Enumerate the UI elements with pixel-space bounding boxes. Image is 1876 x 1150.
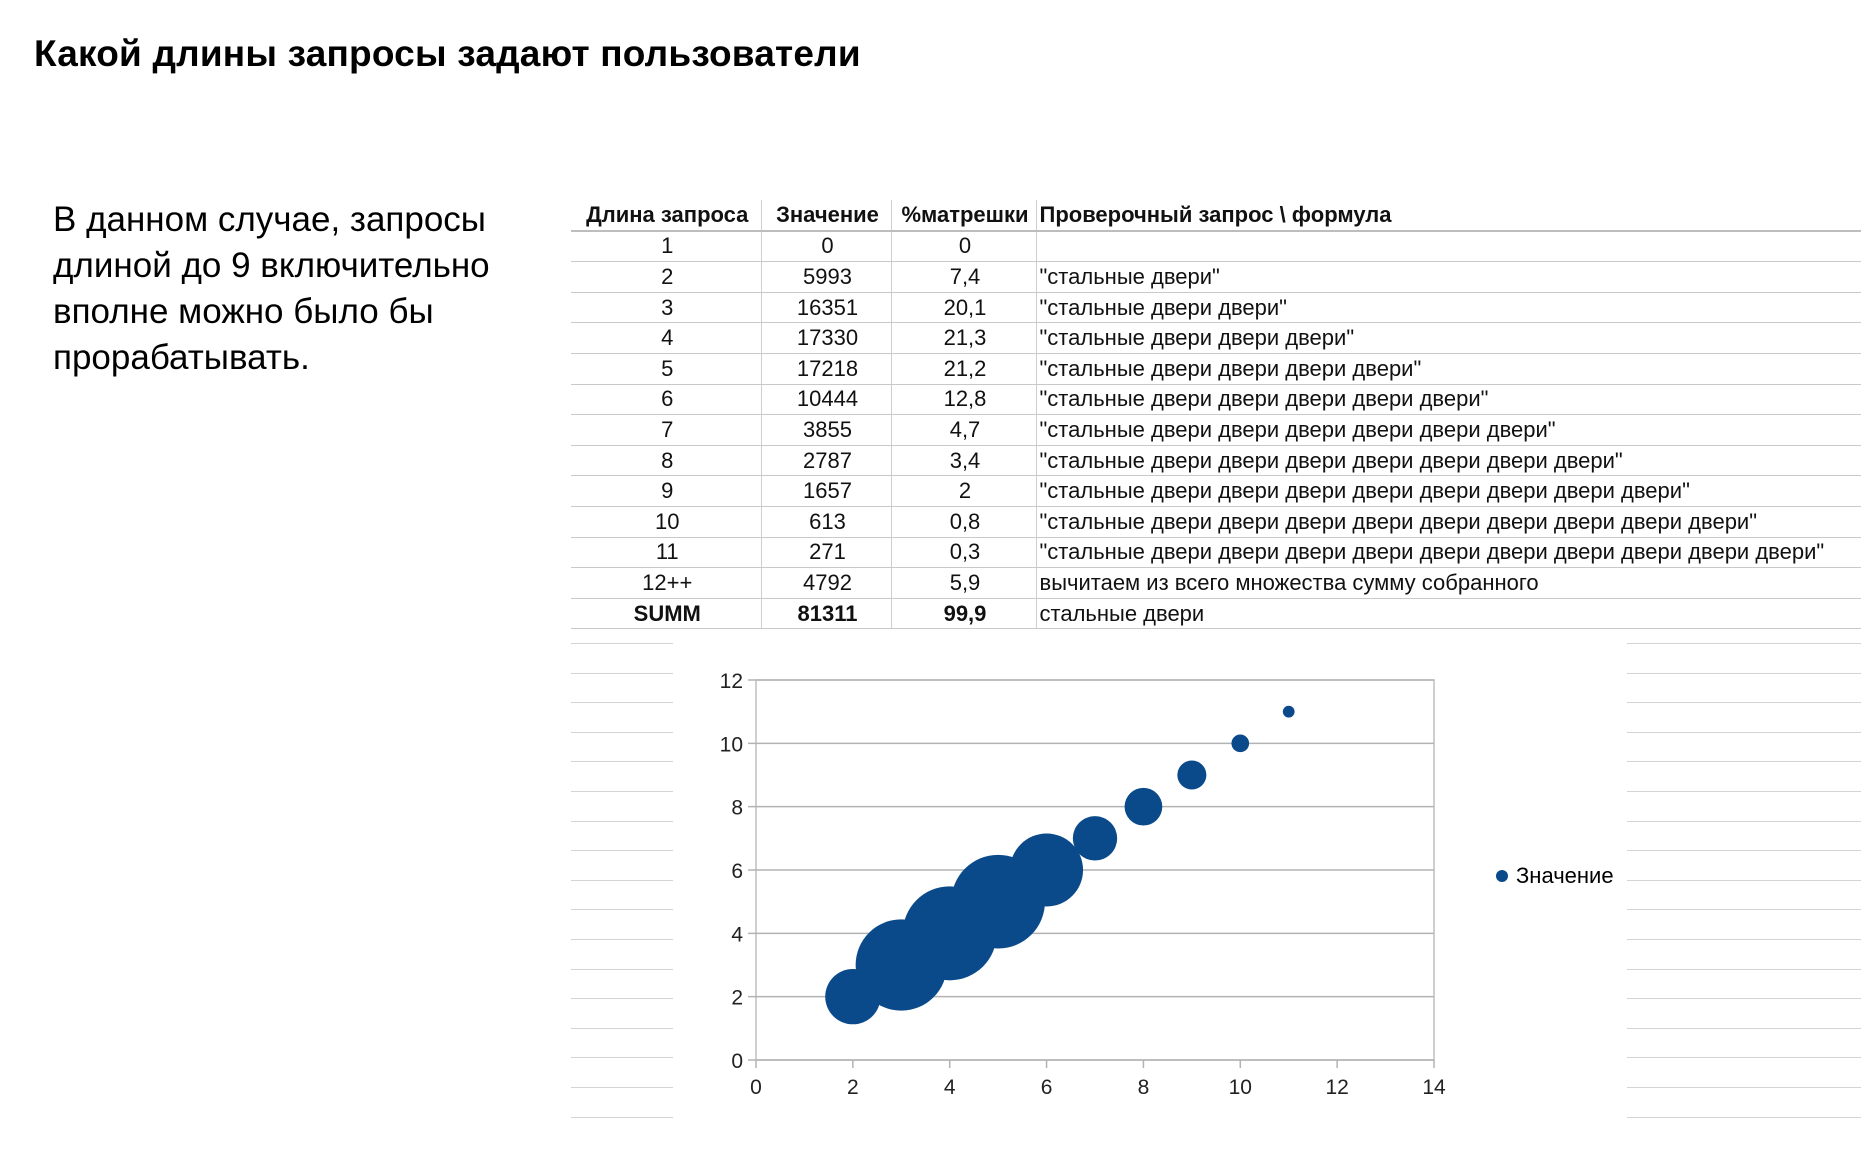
sheet-gridline xyxy=(1627,643,1861,644)
table-row xyxy=(571,568,1861,599)
x-tick-label: 12 xyxy=(1325,1076,1349,1099)
bubble-point xyxy=(1073,816,1117,860)
header-query-length: Длина запроса xyxy=(571,200,761,231)
cell-check-query: "стальные двери" xyxy=(1036,262,1861,293)
cell-check-query: вычитаем из всего множества сумму собранного xyxy=(1036,568,1861,599)
cell-check-query: "стальные двери двери двери двери двери двери двери двери двери" xyxy=(1036,506,1861,537)
cell-check-query: "стальные двери двери двери двери двери двери двери двери" xyxy=(1036,476,1861,507)
x-tick-label: 6 xyxy=(1040,1076,1053,1099)
bubble-point xyxy=(1010,834,1083,907)
cell-percent: 20,1 xyxy=(891,292,1036,323)
cell-percent: 12,8 xyxy=(891,384,1036,415)
cell-value: 10444 xyxy=(761,384,891,415)
cell-percent: 4,7 xyxy=(891,415,1036,446)
cell-percent: 0 xyxy=(891,231,1036,262)
table-row xyxy=(571,353,1861,384)
data-table-area xyxy=(571,200,1861,629)
sheet-gridline xyxy=(571,643,673,644)
y-tick-label: 6 xyxy=(731,860,743,883)
cell-check-query: "стальные двери двери" xyxy=(1036,292,1861,323)
y-tick-label: 8 xyxy=(731,796,743,820)
cell-value: 1657 xyxy=(761,476,891,507)
table-row xyxy=(571,506,1861,537)
x-tick-label: 14 xyxy=(1422,1076,1446,1099)
x-tick-label: 8 xyxy=(1137,1076,1150,1099)
cell-value: 16351 xyxy=(761,292,891,323)
cell-value: 0 xyxy=(761,231,891,262)
cell-percent: 21,2 xyxy=(891,353,1036,384)
y-tick-label: 10 xyxy=(719,733,743,757)
header-value: Значение xyxy=(761,200,891,231)
table-body xyxy=(571,231,1861,629)
chart-svg xyxy=(571,650,1861,1110)
table-row xyxy=(571,476,1861,507)
cell-check-query: "стальные двери двери двери двери двери двери двери" xyxy=(1036,445,1861,476)
cell-check-query: "стальные двери двери двери двери двери двери двери двери двери двери" xyxy=(1036,537,1861,568)
cell-percent: 21,3 xyxy=(891,323,1036,354)
cell-query-length: 9 xyxy=(571,476,761,507)
cell-query-length: 11 xyxy=(571,537,761,568)
cell-query-length: SUMM xyxy=(571,598,761,629)
bubble-point xyxy=(1283,706,1295,718)
cell-query-length: 4 xyxy=(571,323,761,354)
table-row xyxy=(571,231,1861,262)
cell-check-query xyxy=(1036,231,1861,262)
cell-value: 4792 xyxy=(761,568,891,599)
table-row xyxy=(571,292,1861,323)
cell-check-query: "стальные двери двери двери двери двери" xyxy=(1036,384,1861,415)
table-sum-row xyxy=(571,598,1861,629)
table-row xyxy=(571,415,1861,446)
cell-percent: 0,8 xyxy=(891,506,1036,537)
table-row xyxy=(571,384,1861,415)
table-header-row xyxy=(571,200,1861,231)
table-row xyxy=(571,537,1861,568)
sheet-gridline xyxy=(571,1117,673,1118)
cell-query-length: 6 xyxy=(571,384,761,415)
cell-percent: 3,4 xyxy=(891,445,1036,476)
cell-percent: 99,9 xyxy=(891,598,1036,629)
y-tick-label: 12 xyxy=(719,670,743,693)
bubble-point xyxy=(1177,760,1206,789)
cell-query-length: 5 xyxy=(571,353,761,384)
cell-value: 5993 xyxy=(761,262,891,293)
cell-query-length: 8 xyxy=(571,445,761,476)
cell-query-length: 7 xyxy=(571,415,761,446)
cell-check-query: "стальные двери двери двери" xyxy=(1036,323,1861,354)
cell-percent: 7,4 xyxy=(891,262,1036,293)
legend-label: Значение xyxy=(1516,863,1614,888)
table-row xyxy=(571,445,1861,476)
cell-value: 271 xyxy=(761,537,891,568)
header-percent: %матрешки xyxy=(891,200,1036,231)
y-tick-label: 0 xyxy=(731,1050,743,1073)
cell-value: 613 xyxy=(761,506,891,537)
cell-query-length: 1 xyxy=(571,231,761,262)
cell-check-query: стальные двери xyxy=(1036,598,1861,629)
cell-value: 17330 xyxy=(761,323,891,354)
cell-percent: 0,3 xyxy=(891,537,1036,568)
x-tick-label: 4 xyxy=(943,1076,956,1099)
cell-value: 81311 xyxy=(761,598,891,629)
commentary-text: В данном случае, запросы длиной до 9 включительно вполне можно было бы прорабатывать. xyxy=(53,200,490,377)
cell-query-length: 10 xyxy=(571,506,761,537)
legend-marker xyxy=(1496,870,1508,882)
cell-percent: 2 xyxy=(891,476,1036,507)
x-tick-label: 0 xyxy=(750,1076,762,1099)
bubble-chart xyxy=(571,650,1861,1110)
y-tick-label: 4 xyxy=(731,923,743,947)
table-row xyxy=(571,262,1861,293)
data-table xyxy=(571,200,1861,629)
cell-query-length: 2 xyxy=(571,262,761,293)
cell-value: 2787 xyxy=(761,445,891,476)
cell-value: 17218 xyxy=(761,353,891,384)
cell-query-length: 3 xyxy=(571,292,761,323)
page-title: Какой длины запросы задают пользователи xyxy=(34,33,861,74)
cell-percent: 5,9 xyxy=(891,568,1036,599)
cell-check-query: "стальные двери двери двери двери двери двери" xyxy=(1036,415,1861,446)
bubble-point xyxy=(1125,788,1163,826)
table-row xyxy=(571,323,1861,354)
y-tick-label: 2 xyxy=(731,986,743,1010)
x-tick-label: 10 xyxy=(1228,1076,1252,1099)
sheet-gridline xyxy=(1627,1117,1861,1118)
cell-value: 3855 xyxy=(761,415,891,446)
bubble-point xyxy=(1231,734,1249,752)
x-tick-label: 2 xyxy=(847,1076,859,1099)
chart-legend xyxy=(1496,863,1614,889)
header-check-query: Проверочный запрос \ формула xyxy=(1036,200,1861,231)
cell-query-length: 12++ xyxy=(571,568,761,599)
cell-check-query: "стальные двери двери двери двери" xyxy=(1036,353,1861,384)
